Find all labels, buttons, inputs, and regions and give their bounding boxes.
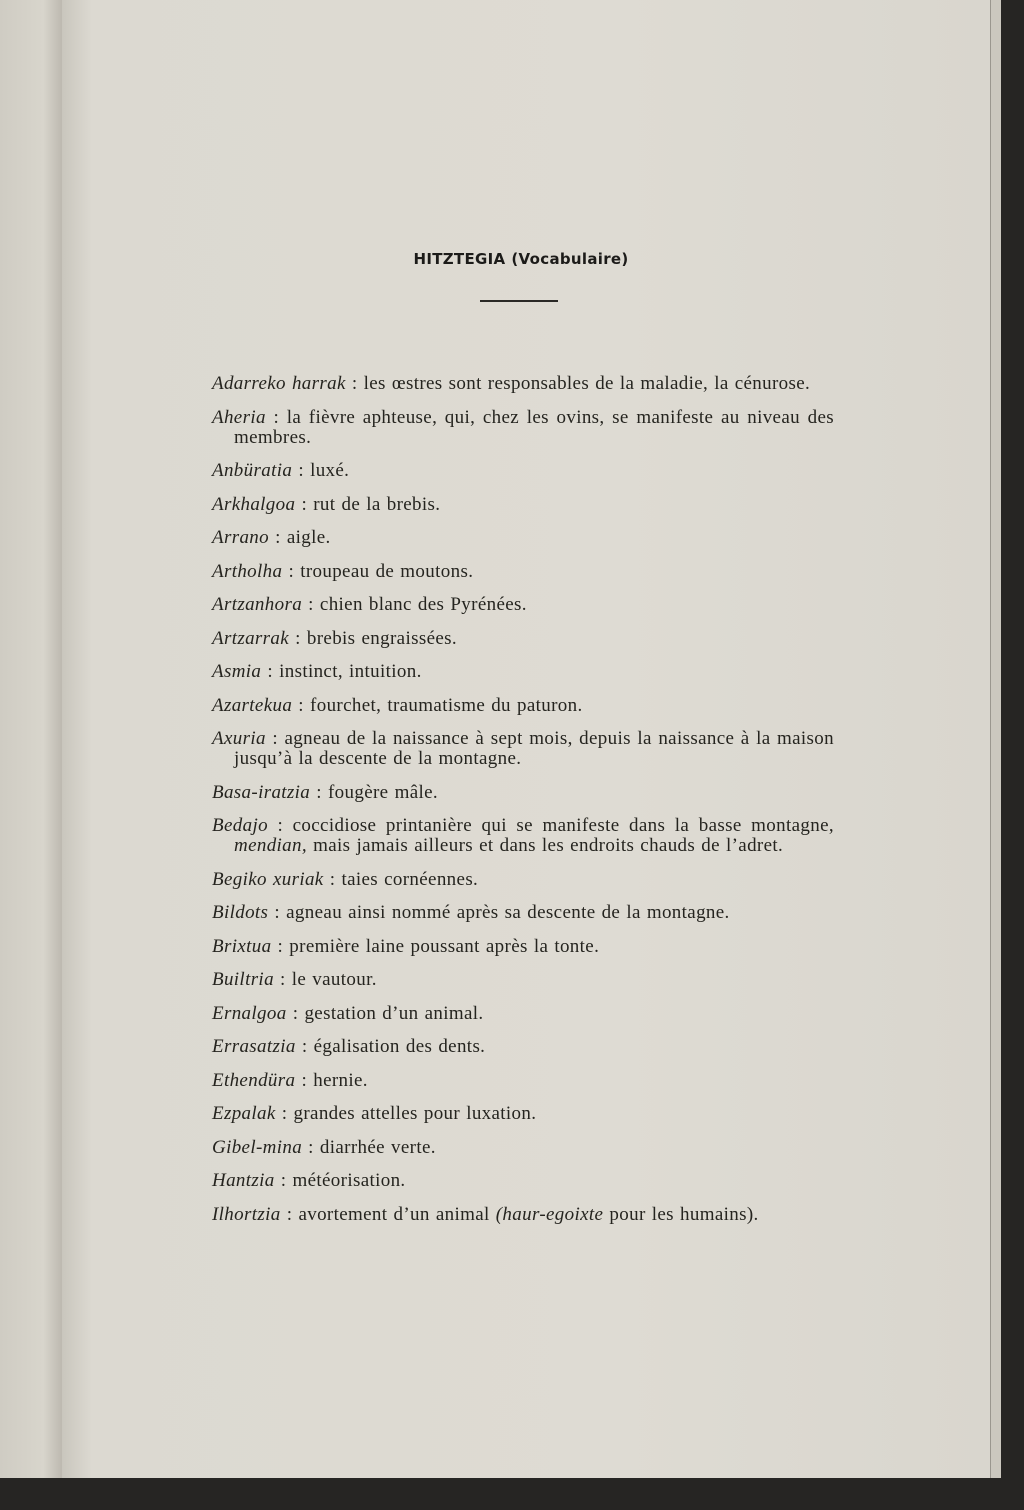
vocabulary-entry: Artholha : troupeau de moutons. bbox=[212, 560, 474, 582]
vocabulary-entry: Gibel-mina : diarrhée verte. bbox=[212, 1136, 436, 1158]
entry-definition: instinct, intuition. bbox=[279, 661, 422, 682]
title-main: HITZTEGIA bbox=[413, 250, 506, 268]
vocabulary-entry: Arkhalgoa : rut de la brebis. bbox=[212, 493, 441, 515]
vocabulary-list bbox=[212, 374, 834, 1238]
vocabulary-entry: Ernalgoa : gestation d’un animal. bbox=[212, 1002, 484, 1024]
vocabulary-entry: Arrano : aigle. bbox=[212, 527, 331, 548]
entry-definition: mendian, bbox=[234, 835, 307, 856]
entry-definition: grandes attelles pour luxation. bbox=[293, 1103, 537, 1124]
entry-definition: mais jamais ailleurs et dans les endroits chauds de l’adret. bbox=[306, 835, 784, 856]
vocabulary-entry: Aheria : la fièvre aphteuse, qui, chez les ovins, se manifeste au niveau des membres. bbox=[212, 406, 834, 448]
entry-definition: agneau ainsi nommé après sa descente de la montagne. bbox=[286, 902, 730, 923]
entry-term: Artzarrak bbox=[212, 627, 290, 649]
vocabulary-entry: Bildots : agneau ainsi nommé après sa descente de la montagne. bbox=[212, 902, 730, 923]
page-title bbox=[57, 250, 985, 268]
vocabulary-entry: Asmia : instinct, intuition. bbox=[212, 661, 422, 682]
entry-definition: la fièvre aphteuse, qui, chez les ovins, se manifeste au niveau des membres. bbox=[234, 406, 834, 448]
vocabulary-entry: Artzarrak : brebis engraissées. bbox=[212, 627, 457, 649]
entry-term: Bedajo bbox=[212, 815, 268, 836]
vocabulary-entry: Axuria : agneau de la naissance à sept mois, depuis la naissance à la maison jusqu’à la descente de la montagne. bbox=[212, 728, 834, 769]
vocabulary-entry: Ilhortzia : avortement d’un animal (haur-egoixte pour les humains). bbox=[212, 1203, 759, 1225]
entry-definition: chien blanc des Pyrénées. bbox=[319, 594, 527, 615]
vocabulary-entry: Brixtua : première laine poussant après la tonte. bbox=[212, 935, 600, 957]
document-page bbox=[62, 0, 990, 1478]
entry-term: Errasatzia bbox=[212, 1036, 296, 1057]
vocabulary-entry: Adarreko harrak : les œstres sont responsables de la maladie, la cénurose. bbox=[212, 373, 811, 394]
entry-term: Begiko xuriak bbox=[212, 868, 324, 890]
vocabulary-entry: Basa-iratzia : fougère mâle. bbox=[212, 781, 438, 803]
entry-definition: brebis engraissées. bbox=[306, 627, 457, 649]
entry-term: Builtria bbox=[212, 969, 274, 990]
entry-definition: première laine poussant après la tonte. bbox=[289, 935, 600, 957]
entry-term: Axuria bbox=[212, 728, 266, 749]
entry-definition: gestation d’un animal. bbox=[304, 1002, 484, 1024]
entry-definition: coccidiose printanière qui se manifeste dans la basse montagne, bbox=[292, 815, 834, 836]
entry-definition: égalisation des dents. bbox=[313, 1036, 486, 1057]
title-rule bbox=[480, 300, 558, 302]
entry-term: Adarreko harrak bbox=[212, 373, 346, 394]
vocabulary-entry: Artzanhora : chien blanc des Pyrénées. bbox=[212, 594, 527, 615]
entry-definition: fourchet, traumatisme du paturon. bbox=[310, 694, 583, 716]
entry-definition: luxé. bbox=[310, 460, 350, 481]
entry-definition: rut de la brebis. bbox=[313, 493, 441, 515]
vocabulary-entry: Ezpalak : grandes attelles pour luxation. bbox=[212, 1103, 537, 1124]
vocabulary-entry: Bedajo : coccidiose printanière qui se manifeste dans la basse montagne, mendian, mais jamais ailleurs et dans les endroits chauds de l’adret. bbox=[212, 815, 834, 856]
entry-term: Azartekua bbox=[212, 694, 293, 716]
entry-term: Basa-iratzia bbox=[212, 781, 311, 803]
entry-definition: aigle. bbox=[286, 527, 331, 548]
entry-term: Arrano bbox=[212, 527, 269, 548]
title-sub: (Vocabulaire) bbox=[511, 250, 629, 268]
entry-definition: pour les humains). bbox=[603, 1203, 759, 1225]
entry-term: Arkhalgoa bbox=[212, 493, 296, 515]
entry-definition: fougère mâle. bbox=[328, 781, 438, 803]
entry-term: Brixtua bbox=[212, 935, 272, 957]
entry-definition: taies cornéennes. bbox=[341, 868, 479, 890]
entry-definition: agneau de la naissance à sept mois, depuis la naissance à la maison jusqu’à la descente de la montagne. bbox=[234, 728, 834, 769]
entry-term: Ethendüra bbox=[212, 1069, 296, 1091]
entry-definition: hernie. bbox=[313, 1069, 368, 1091]
entry-term: Bildots bbox=[212, 902, 269, 923]
entry-definition: diarrhée verte. bbox=[319, 1136, 436, 1158]
entry-term: Artzanhora bbox=[212, 594, 303, 615]
vocabulary-entry: Ethendüra : hernie. bbox=[212, 1069, 368, 1091]
entry-definition: (haur-egoixte bbox=[495, 1203, 604, 1225]
entry-definition: avortement d’un animal bbox=[298, 1203, 496, 1225]
vocabulary-entry: Builtria : le vautour. bbox=[212, 969, 377, 990]
entry-term: Aheria bbox=[212, 406, 266, 428]
entry-term: Ilhortzia bbox=[212, 1203, 281, 1225]
entry-definition: les œstres sont responsables de la maladie, la cénurose. bbox=[363, 373, 811, 394]
entry-term: Ernalgoa bbox=[212, 1002, 287, 1024]
entry-term: Gibel-mina bbox=[212, 1136, 303, 1158]
entry-term: Anbüratia bbox=[212, 460, 293, 481]
entry-definition: le vautour. bbox=[291, 969, 377, 990]
facing-page-edge bbox=[0, 0, 62, 1478]
vocabulary-entry: Errasatzia : égalisation des dents. bbox=[212, 1036, 486, 1057]
entry-definition: troupeau de moutons. bbox=[300, 560, 474, 582]
vocabulary-entry: Azartekua : fourchet, traumatisme du paturon. bbox=[212, 694, 583, 716]
page-edge bbox=[990, 0, 1001, 1478]
vocabulary-entry: Hantzia : météorisation. bbox=[212, 1170, 406, 1191]
entry-term: Asmia bbox=[212, 661, 262, 682]
entry-term: Ezpalak bbox=[212, 1103, 276, 1124]
vocabulary-entry: Begiko xuriak : taies cornéennes. bbox=[212, 868, 479, 890]
entry-definition: météorisation. bbox=[292, 1170, 406, 1191]
vocabulary-entry: Anbüratia : luxé. bbox=[212, 460, 350, 481]
entry-term: Hantzia bbox=[212, 1170, 275, 1191]
entry-term: Artholha bbox=[212, 560, 283, 582]
